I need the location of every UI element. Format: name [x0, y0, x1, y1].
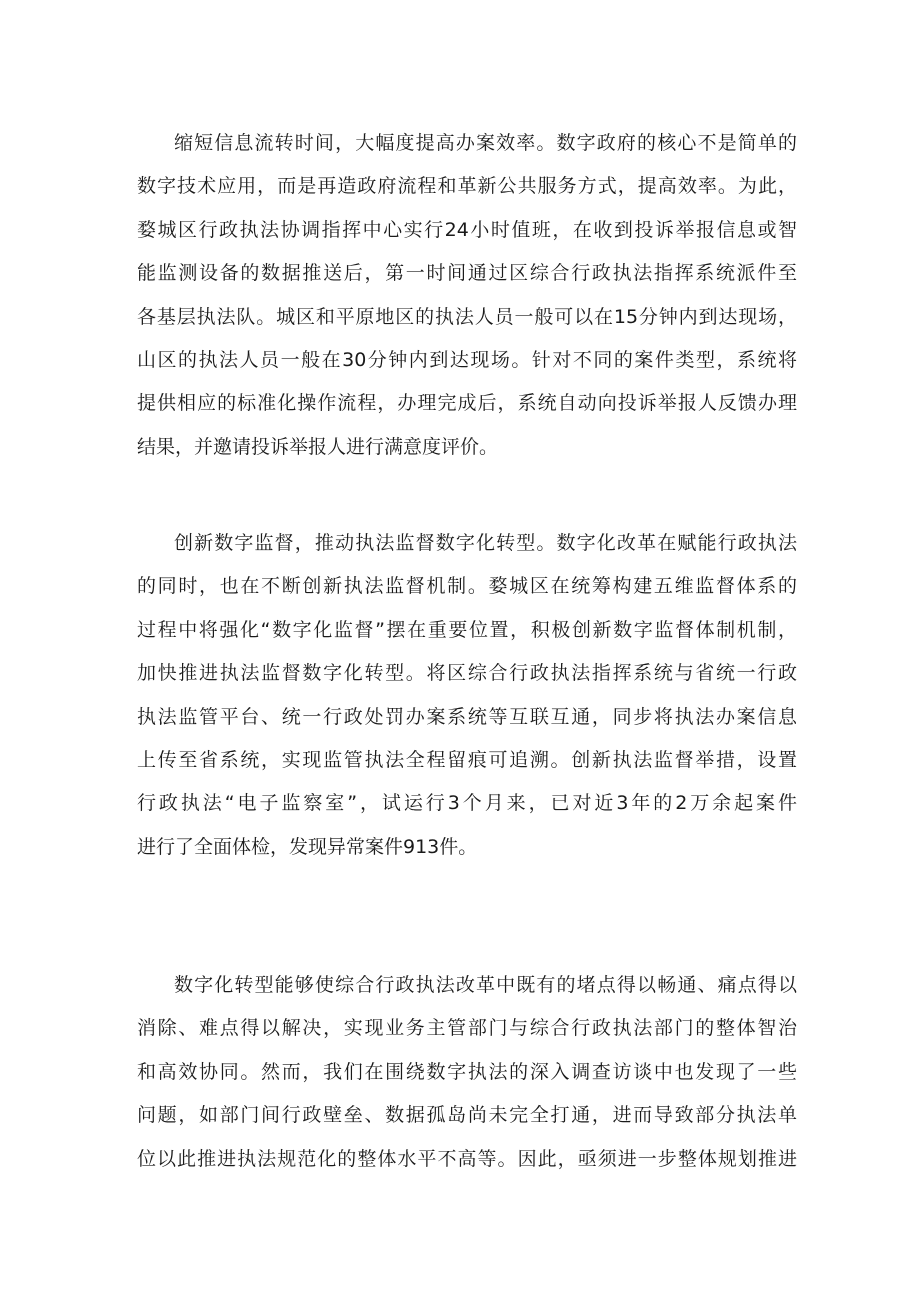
text-line: 结果，并邀请投诉举报人进行满意度评价。 — [137, 435, 499, 458]
text-line: 过程中将强化“数字化监督”摆在重要位置，积极创新数字监督体制机制， — [137, 618, 797, 641]
text-line: 能监测设备的数据推送后，第一时间通过区综合行政执法指挥系统派件至 — [137, 262, 797, 285]
paragraph-digital-efficiency — [137, 122, 797, 469]
text-line: 和高效协同。然而，我们在围绕数字执法的深入调查访谈中也发现了一些 — [137, 1060, 797, 1083]
text-line: 各基层执法队。城区和平原地区的执法人员一般可以在15分钟内到达现场， — [137, 305, 797, 328]
text-line: 执法监管平台、统一行政处罚办案系统等互联互通，同步将执法办案信息 — [137, 705, 797, 728]
text-line: 进行了全面体检，发现异常案件913件。 — [137, 835, 478, 858]
text-line: 的同时，也在不断创新执法监督机制。婺城区在统筹构建五维监督体系的 — [137, 575, 797, 598]
text-line: 上传至省系统，实现监管执法全程留痕可追溯。创新执法监督举措，设置 — [137, 748, 797, 771]
paragraph-transformation-issues — [137, 964, 797, 1181]
text-line: 提供相应的标准化操作流程，办理完成后，系统自动向投诉举报人反馈办理 — [137, 392, 797, 415]
text-line: 数字技术应用，而是再造政府流程和革新公共服务方式，提高效率。为此， — [137, 175, 797, 198]
paragraph-digital-supervision — [137, 522, 797, 869]
text-line: 山区的执法人员一般在30分钟内到达现场。针对不同的案件类型，系统将 — [137, 348, 797, 371]
text-line: 消除、难点得以解决，实现业务主管部门与综合行政执法部门的整体智治 — [137, 1017, 797, 1040]
text-line: 加快推进执法监督数字化转型。将区综合行政执法指挥系统与省统一行政 — [137, 662, 797, 685]
text-line: 数字化转型能够使综合行政执法改革中既有的堵点得以畅通、痛点得以 — [174, 974, 797, 996]
text-line: 创新数字监督，推动执法监督数字化转型。数字化改革在赋能行政执法 — [174, 532, 797, 554]
text-line: 缩短信息流转时间，大幅度提高办案效率。数字政府的核心不是简单的 — [174, 132, 797, 154]
text-line: 位以此推进执法规范化的整体水平不高等。因此，亟须进一步整体规划推进 — [137, 1147, 797, 1170]
text-line: 婺城区行政执法协调指挥中心实行24小时值班，在收到投诉举报信息或智 — [137, 218, 797, 241]
text-line: 问题，如部门间行政壁垒、数据孤岛尚未完全打通，进而导致部分执法单 — [137, 1104, 797, 1127]
text-line: 行政执法“电子监察室”，试运行3个月来，已对近3年的2万余起案件 — [137, 792, 797, 815]
